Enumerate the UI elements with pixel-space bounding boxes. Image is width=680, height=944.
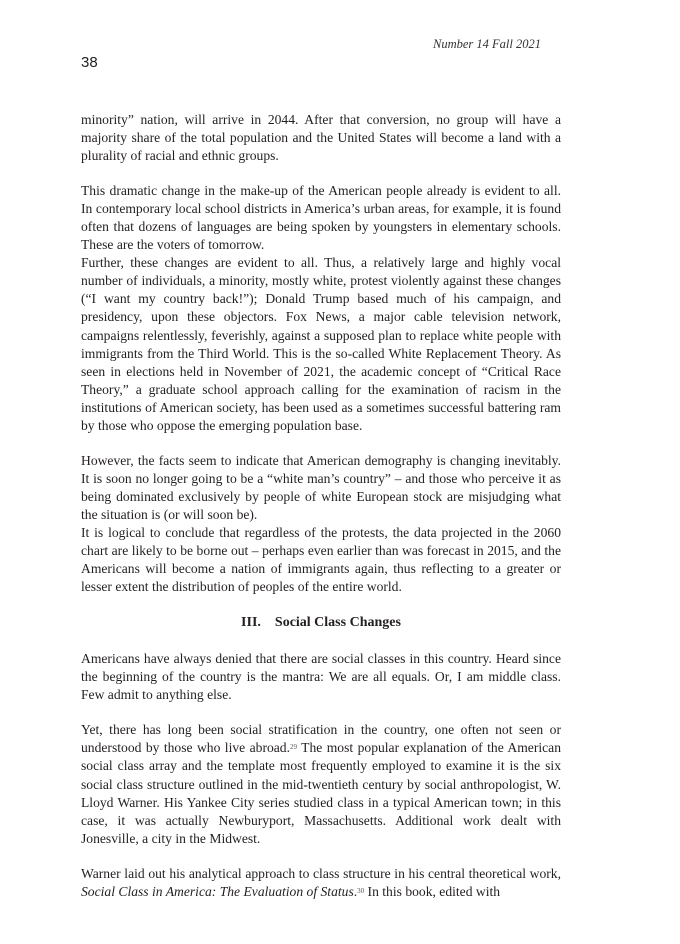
section-heading	[81, 614, 561, 632]
book-title: Social Class in America: The Evaluation of Status	[81, 883, 354, 899]
paragraph-7	[81, 721, 561, 847]
paragraph-2: This dramatic change in the make-up of the American people already is evident to all. In contemporary local school districts in America’s urban areas, for example, it is found often that dozens of languages are being spoken by youngsters in elementary schools. These are the voters of tomorrow.	[81, 183, 561, 253]
section-number: III.	[241, 615, 261, 631]
paragraph-4: However, the facts seem to indicate that American demography is changing inevitably. It is soon no longer going to be a “white man’s country” – and those who perceive it as being dominated exclusively by people of white European stock are misjudging what the situation is (or will soon be).	[81, 452, 561, 522]
paragraph-7-text-a: Yet, there has long been social stratification in the country, one often not seen or understood by those who live abroad.	[81, 722, 561, 756]
paragraph-8-text-a: Warner laid out his analytical approach to class structure in his central theoretical work,	[81, 865, 561, 881]
paragraph-8	[81, 865, 561, 901]
paragraph-3: Further, these changes are evident to all. Thus, a relatively large and highly vocal number of individuals, a minority, mostly white, protest violently against these changes (“I want my country back!”); Donald Trump based much of his campaign, and presidency, upon these objectors. Fox News, a major cable television network, campaigns relentlessly, feverishly, against a supposed plan to replace white people with immigrants from the Third World. This is the so-called White Replacement Theory. As seen in elections held in November of 2021, the academic concept of “Critical Race Theory,” a graduate school approach calling for the examination of racism in the institutions of American society, has been used as a sometimes successful battering ram by those who oppose the emerging population base.	[81, 255, 561, 433]
paragraph-6: Americans have always denied that there are social classes in this country. Heard since the beginning of the country is the mantra: We are all equals. Or, I am middle class. Few admit to anything else.	[81, 651, 561, 703]
paragraph-7-text-b: The most popular explanation of the American social class array and the template most frequently employed to examine it is the six social class structure outlined in the mid-twentieth century by social anthropologist, W. Lloyd Warner. His Yankee City series studied class in a typical American town; in this case, it was actually Newburyport, Massachusetts. Additional work dealt with Jonesville, a city in the Midwest.	[81, 740, 562, 846]
paragraph-8-text-b: In this book, edited with	[364, 883, 501, 899]
paragraph-8-period: .	[353, 883, 358, 899]
paragraph-1: minority” nation, will arrive in 2044. After that conversion, no group will have a majority share of the total population and the United States will become a land with a plurality of racial and ethnic groups.	[81, 112, 561, 164]
body-text	[81, 111, 561, 901]
running-head: Number 14 Fall 2021	[433, 37, 541, 51]
paragraph-5: It is logical to conclude that regardless of the protests, the data projected in the 2060 chart are likely to be borne out – perhaps even earlier than was forecast in 2015, and the Americans will become a nation of immigrants again, thus reflecting to a greater or lesser extent the distribution of peoples of the entire world.	[81, 524, 561, 595]
page-number: 38	[81, 54, 98, 71]
footnote-ref-29: 29	[290, 743, 297, 752]
section-title: Social Class Changes	[274, 615, 401, 631]
footnote-ref-30: 30	[357, 886, 365, 895]
